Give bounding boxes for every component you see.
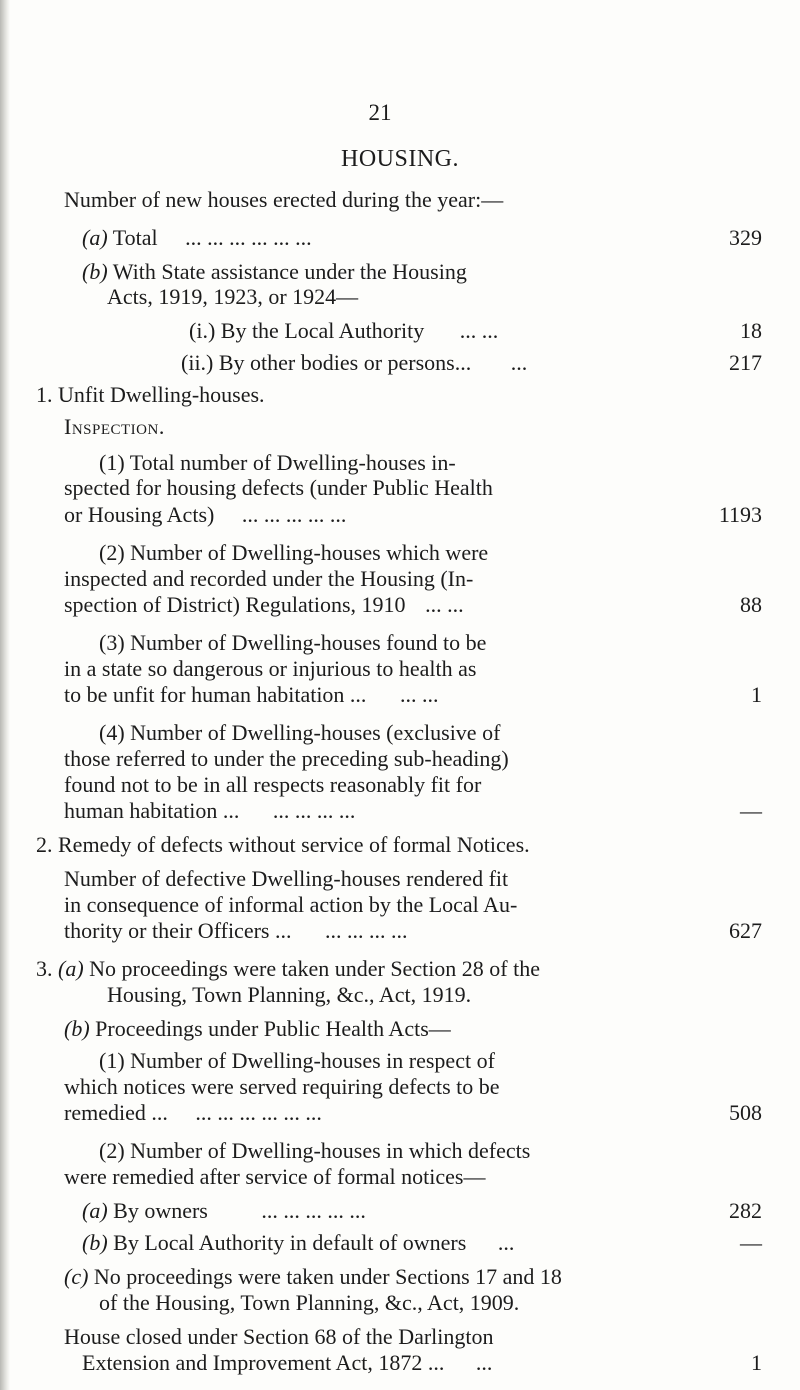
item-2-line-2: inspected and recorded under the Housing (In-: [64, 566, 474, 591]
state-assistance-marker: (b): [82, 259, 108, 284]
total-leader: ... ... ... ... ... ...: [185, 225, 312, 250]
state-assistance-line-1: [82, 259, 467, 285]
page-title: HOUSING.: [341, 146, 459, 172]
other-bodies-row: [181, 350, 527, 376]
owners-row: [82, 1198, 366, 1224]
section-2-line-3: [64, 918, 407, 944]
page-number: 21: [368, 100, 392, 125]
other-bodies-label: (ii.) By other bodies or persons...: [181, 350, 472, 375]
item-2-value: 88: [740, 592, 762, 617]
inspection-subheading: Inspection.: [64, 414, 165, 439]
item-3-line-1: (3) Number of Dwelling-houses found to be: [99, 630, 487, 655]
local-authority-label: (i.) By the Local Authority: [189, 318, 425, 343]
item-1-line-1: (1) Total number of Dwelling-houses in-: [99, 450, 456, 475]
local-authority-value: 18: [740, 318, 762, 343]
item-4-line-2: those referred to under the preceding sub-heading): [64, 746, 509, 771]
default-label: By Local Authority in default of owners: [113, 1230, 467, 1255]
house-closed-leader: ...: [475, 1350, 493, 1375]
section-3c-line-2: of the Housing, Town Planning, &c., Act, 1909.: [99, 1290, 520, 1315]
section-3b1-line-3: [64, 1100, 322, 1126]
page-edge-shadow: [0, 0, 10, 1390]
section-3b1-line-1: (1) Number of Dwelling-houses in respect of: [99, 1048, 495, 1073]
section-3b-heading: [64, 1016, 451, 1042]
section-3c-marker: (c): [64, 1264, 89, 1289]
section-1-heading: [36, 382, 265, 408]
section-3b-marker: (b): [64, 1016, 90, 1041]
house-closed-label: Extension and Improvement Act, 1872 ...: [82, 1350, 445, 1375]
section-2-value: 627: [729, 918, 762, 943]
owners-leader: ... ... ... ... ...: [261, 1198, 366, 1223]
local-authority-leader: ... ...: [459, 318, 499, 343]
section-1-number: 1.: [36, 382, 53, 407]
state-assistance-line-2: Acts, 1919, 1923, or 1924—: [107, 284, 359, 309]
owners-marker: (a): [82, 1198, 108, 1223]
section-3b1-label: remedied ...: [64, 1100, 168, 1125]
other-bodies-value: 217: [729, 350, 762, 375]
total-marker: (a): [82, 225, 108, 250]
section-3b1-line-2: which notices were served requiring defects to be: [64, 1074, 500, 1099]
item-3-line-3: [64, 682, 438, 708]
item-4-line-1: (4) Number of Dwelling-houses (exclusive of: [99, 720, 501, 745]
house-closed-line-2: [82, 1350, 492, 1376]
section-2-line-2: in consequence of informal action by the Local Au-: [64, 892, 518, 917]
section-1-title: Unfit Dwelling-houses.: [58, 382, 265, 407]
house-closed-value: 1: [751, 1350, 762, 1375]
section-3a-line-2: Housing, Town Planning, &c., Act, 1919.: [107, 982, 472, 1007]
item-4-value: —: [740, 798, 762, 823]
item-2-label: spection of District) Regulations, 1910: [64, 592, 406, 617]
section-3c-line-1: [64, 1264, 562, 1290]
item-1-leader: ... ... ... ... ...: [241, 502, 347, 527]
default-row: [82, 1230, 514, 1256]
item-4-line-3: found not to be in all respects reasonably fit for: [64, 772, 482, 797]
item-3-label: to be unfit for human habitation ...: [64, 682, 367, 707]
default-leader: ...: [497, 1230, 515, 1255]
section-3b1-value: 508: [729, 1100, 762, 1125]
state-assistance-label: With State assistance under the Housing: [112, 259, 467, 284]
section-2-label: thority or their Officers ...: [64, 918, 292, 943]
total-value: 329: [729, 225, 762, 250]
section-2-line-1: Number of defective Dwelling-houses rendered fit: [64, 866, 509, 891]
item-1-label: or Housing Acts): [64, 502, 215, 527]
section-2-leader: ... ... ... ...: [324, 918, 408, 943]
total-label: Total: [112, 225, 158, 250]
item-3-leader: ... ...: [399, 682, 439, 707]
default-marker: (b): [82, 1230, 108, 1255]
section-3b2-line-1: (2) Number of Dwelling-houses in which defects: [99, 1138, 531, 1163]
new-houses-heading: Number of new houses erected during the year:—: [64, 187, 504, 212]
item-1-line-2: spected for housing defects (under Public Health: [64, 475, 493, 500]
total-row: [82, 225, 312, 251]
item-4-label: human habitation ...: [64, 798, 240, 823]
section-3a-line-1: [36, 956, 540, 982]
item-4-line-4: [64, 798, 355, 824]
item-4-leader: ... ... ... ...: [272, 798, 356, 823]
section-3a-marker: (a): [58, 956, 84, 981]
section-2-number: 2.: [36, 832, 53, 857]
section-3a-text: No proceedings were taken under Section 28 of the: [89, 956, 541, 981]
item-3-line-2: in a state so dangerous or injurious to health as: [64, 656, 477, 681]
item-3-value: 1: [751, 682, 762, 707]
section-2-title: Remedy of defects without service of formal Notices.: [58, 832, 530, 857]
local-authority-row: [189, 318, 498, 344]
owners-label: By owners: [113, 1198, 208, 1223]
section-3-number: 3.: [36, 956, 53, 981]
other-bodies-leader: ...: [510, 350, 528, 375]
house-closed-line-1: House closed under Section 68 of the Darlington: [64, 1324, 494, 1349]
section-3b-text: Proceedings under Public Health Acts—: [95, 1016, 451, 1041]
default-value: —: [740, 1230, 762, 1255]
section-3c-text: No proceedings were taken under Sections 17 and 18: [93, 1264, 562, 1289]
item-2-leader: ... ...: [425, 592, 464, 617]
section-3b1-leader: ... ... ... ... ... ...: [195, 1100, 322, 1125]
item-2-line-3: [64, 592, 464, 618]
item-1-value: 1193: [718, 502, 762, 527]
item-1-line-3: [64, 502, 346, 528]
section-2-heading: [36, 832, 530, 858]
section-3b2-line-2: were remedied after service of formal notices—: [64, 1164, 486, 1189]
owners-value: 282: [729, 1198, 762, 1223]
item-2-line-1: (2) Number of Dwelling-houses which were: [99, 540, 489, 565]
